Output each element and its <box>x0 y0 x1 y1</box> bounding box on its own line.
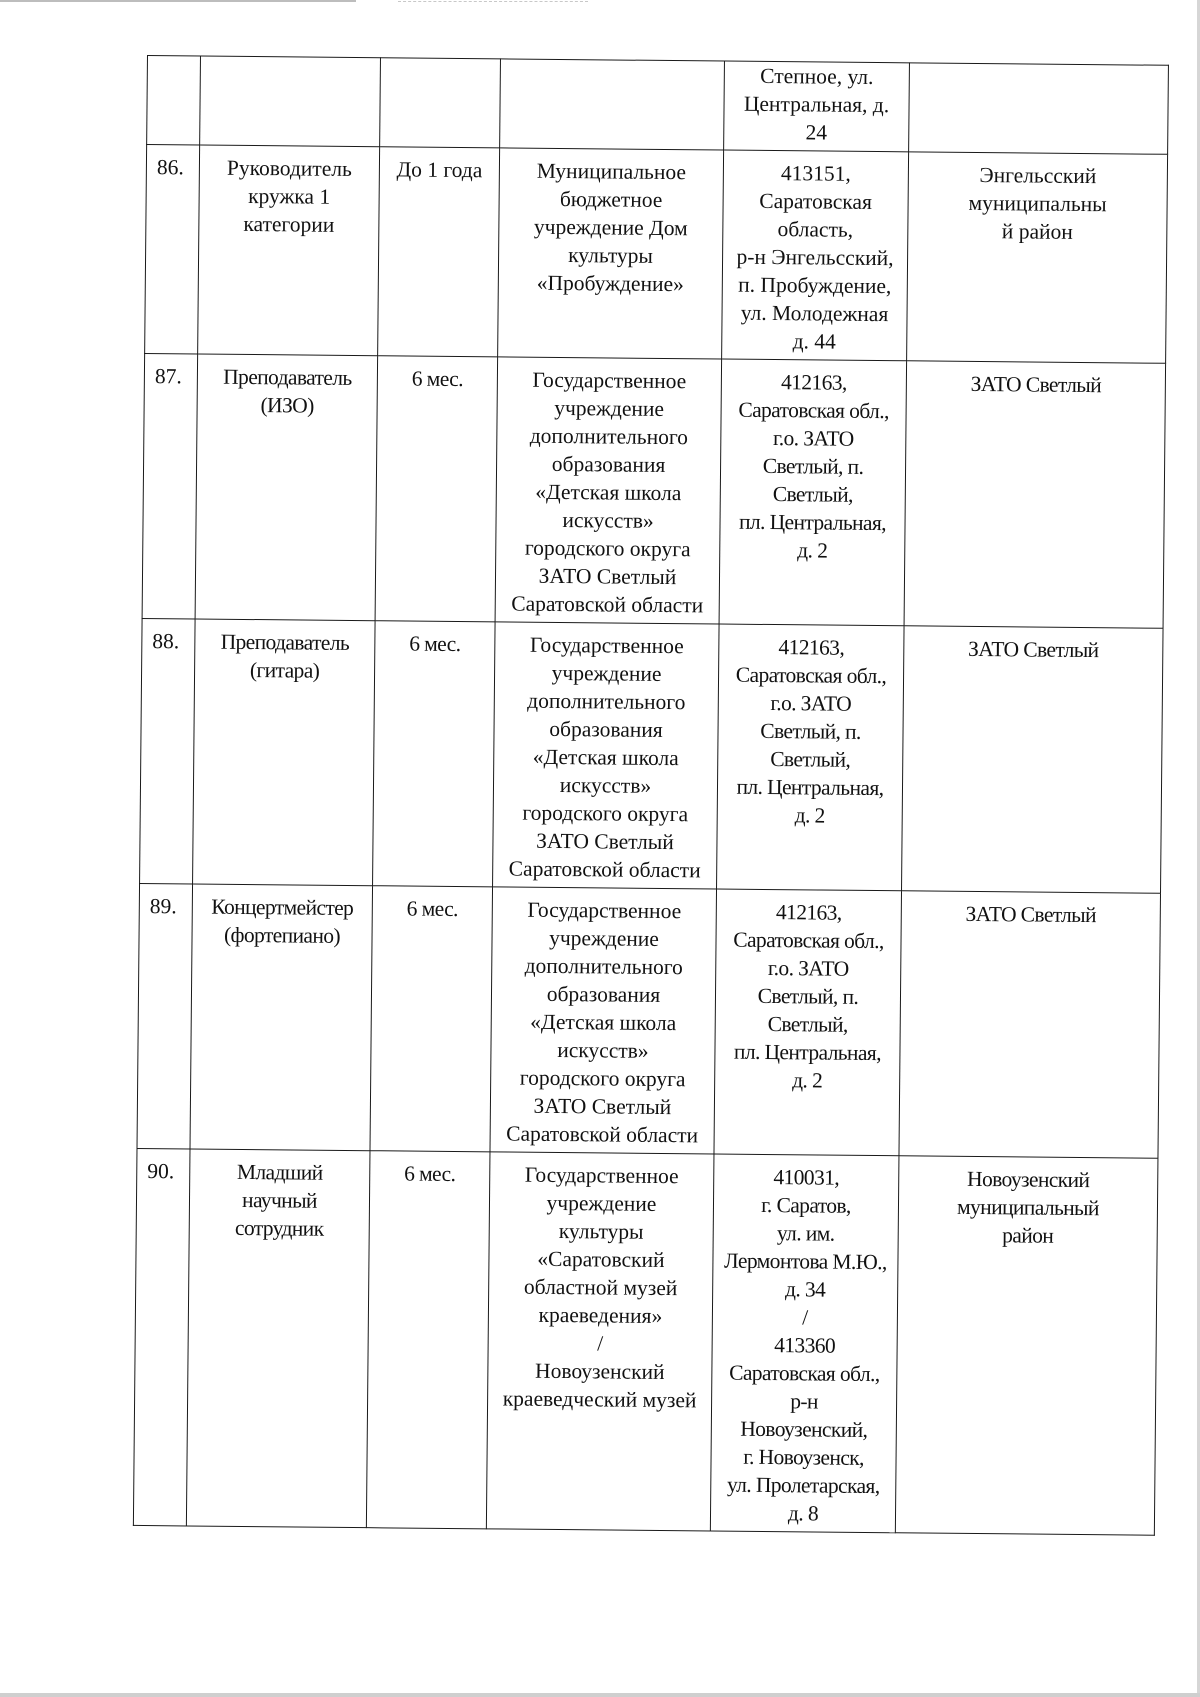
table-row <box>137 883 1160 1158</box>
district-cell: ЗАТО Светлый <box>902 626 1164 893</box>
row-number: 87. <box>142 353 198 618</box>
position-cell <box>200 56 381 147</box>
position-cell: Руководитель кружка 1 категории <box>198 145 380 356</box>
row-number <box>147 56 201 146</box>
scan-bottom-edge <box>0 1693 1200 1697</box>
term-cell <box>380 58 501 148</box>
position-cell: Преподаватель (ИЗО) <box>195 354 378 621</box>
organization-cell: Государственное учреждение культуры «Саратовский областной музей краеведения» / Новоузенский краеведческий музей <box>486 1152 714 1531</box>
row-number: 89. <box>137 883 193 1148</box>
term-cell: До 1 года <box>378 147 500 357</box>
organization-cell: Государственное учреждение дополнительного образования «Детская школа искусств» городского округа ЗАТО Светлый Саратовской области <box>490 887 717 1154</box>
position-cell: Преподаватель (гитара) <box>193 619 376 886</box>
district-cell: Энгельсский муниципальны й район <box>907 152 1168 363</box>
organization-cell: Государственное учреждение дополнительного образования «Детская школа искусств» городского округа ЗАТО Светлый Саратовской области <box>495 357 722 624</box>
organization-cell: Муниципальное бюджетное учреждение Дом культуры «Пробуждение» <box>498 148 724 359</box>
address-cell: 413151, Саратовская область, р-н Энгельсский, п. Пробуждение, ул. Молодежная д. 44 <box>722 150 909 361</box>
organization-cell <box>500 59 725 150</box>
district-cell: ЗАТО Светлый <box>904 361 1166 628</box>
table-row <box>140 618 1163 893</box>
address-cell: 410031, г. Саратов, ул. им. Лермонтова М.Ю., д. 34 / 413360 Саратовская обл., р-н Новоузенский, г. Новоузенск, ул. Пролетарская, д. 8 <box>710 1154 899 1533</box>
district-cell <box>909 63 1169 154</box>
district-cell: ЗАТО Светлый <box>899 891 1161 1158</box>
address-cell: Степное, ул. Центральная, д. 24 <box>724 61 910 152</box>
table-row <box>142 353 1165 628</box>
row-number: 86. <box>145 145 200 354</box>
term-cell: 6 мес. <box>366 1151 490 1529</box>
document-page <box>133 55 1168 1536</box>
position-cell: Концертмейстер (фортепиано) <box>190 884 373 1151</box>
position-cell: Младший научный сотрудник <box>186 1149 370 1528</box>
table-row <box>133 1148 1158 1535</box>
organization-cell: Государственное учреждение дополнительного образования «Детская школа искусств» городского округа ЗАТО Светлый Саратовской области <box>493 622 720 889</box>
address-cell: 412163, Саратовская обл., г.о. ЗАТО Светлый, п. Светлый, пл. Центральная, д. 2 <box>717 624 905 891</box>
vacancy-table <box>133 55 1169 1536</box>
scan-top-edge <box>0 0 356 2</box>
district-cell: Новоузенский муниципальный район <box>895 1156 1158 1535</box>
row-number: 88. <box>140 618 196 883</box>
table-row <box>147 56 1169 155</box>
scan-top-dash <box>398 1 588 3</box>
row-number: 90. <box>133 1148 190 1525</box>
term-cell: 6 мес. <box>375 356 498 622</box>
term-cell: 6 мес. <box>370 886 493 1152</box>
table-row <box>145 145 1168 364</box>
address-cell: 412163, Саратовская обл., г.о. ЗАТО Светлый, п. Светлый, пл. Центральная, д. 2 <box>714 889 902 1156</box>
term-cell: 6 мес. <box>373 621 496 887</box>
address-cell: 412163, Саратовская обл., г.о. ЗАТО Светлый, п. Светлый, пл. Центральная, д. 2 <box>719 359 907 626</box>
